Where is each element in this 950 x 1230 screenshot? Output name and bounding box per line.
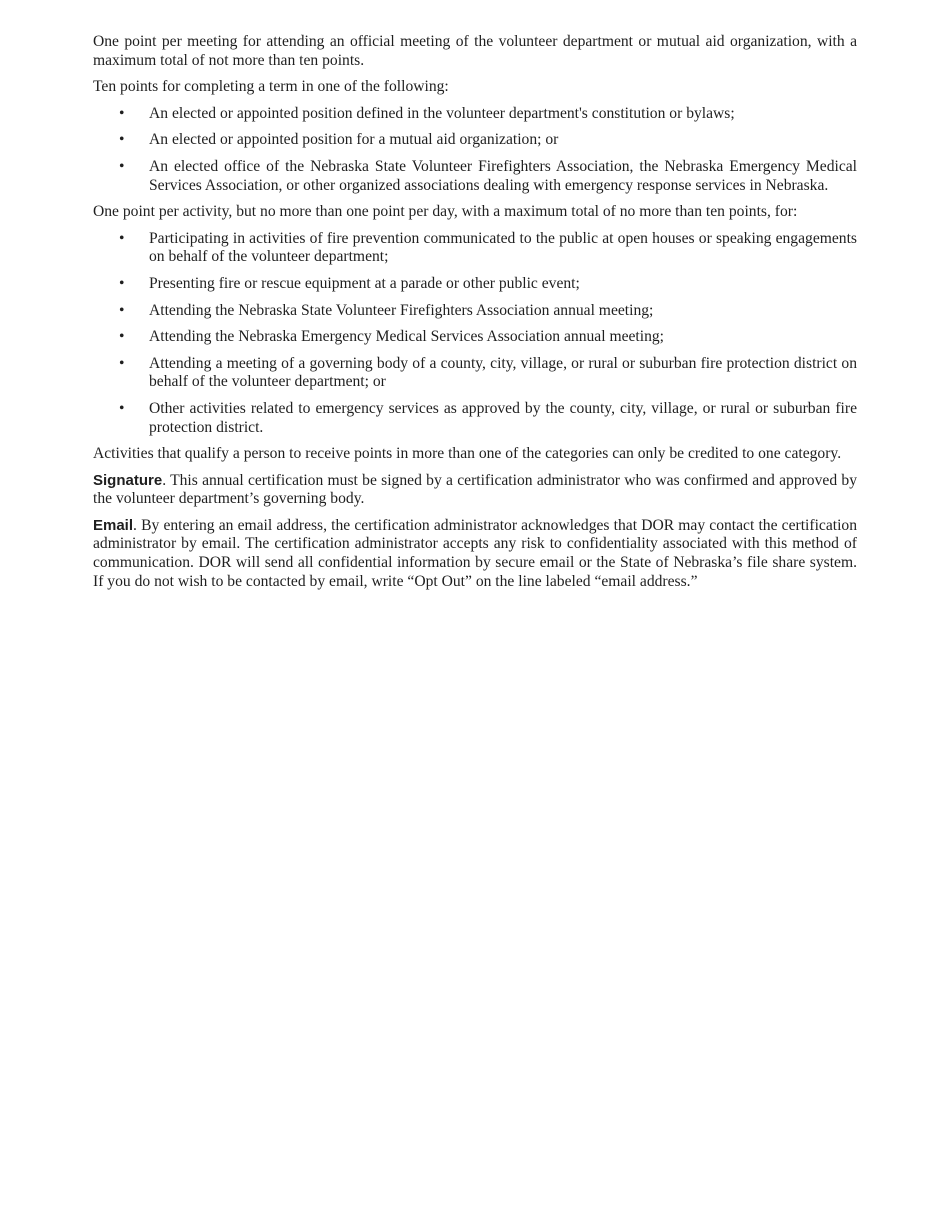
list-item [93,302,857,321]
list-item [93,131,857,150]
list-item [93,275,857,294]
instructions-page [93,33,857,599]
email-text: . By entering an email address, the certification administrator acknowledges that DOR may contact the certification administrator by email. The certification administrator accepts any risk to confidentiality associated with this method of communication. DOR will send all confidential information by secure email or the State of Nebraska’s file share system. If you do not wish to be contacted by email, write “Opt Out” on the line labeled “email address.” [93,516,857,590]
activities-list [93,230,857,437]
bullet-icon: • [119,399,125,417]
term-points-intro: Ten points for completing a term in one of the following: [93,78,449,96]
list-item [93,158,857,195]
list-item-text: Attending the Nebraska Emergency Medical Services Association annual meeting; [149,328,665,346]
bullet-icon: • [119,157,125,175]
list-item-text: Presenting fire or rescue equipment at a parade or other public event; [149,274,580,292]
meeting-points-paragraph: One point per meeting for attending an official meeting of the volunteer department or mutual aid organization, with a maximum total of not more than ten points. [93,33,857,69]
bullet-icon: • [119,354,125,372]
activity-points-intro: One point per activity, but no more than one point per day, with a maximum total of no more than ten points, for: [93,203,798,221]
category-note-paragraph: Activities that qualify a person to receive points in more than one of the categories can only be credited to one category. [93,445,842,463]
bullet-icon: • [119,104,125,122]
list-item-text: Other activities related to emergency services as approved by the county, city, village, or rural or suburban fire protection district. [149,399,857,436]
term-positions-list [93,105,857,195]
bullet-icon: • [119,229,125,247]
list-item-text: An elected or appointed position defined in the volunteer department's constitution or bylaws; [149,104,735,122]
list-item [93,355,857,392]
list-item-text: An elected office of the Nebraska State Volunteer Firefighters Association, the Nebraska Emergency Medical Services Association, or other organized associations dealing with emergency response services in Nebraska. [149,157,857,194]
email-heading: Email [93,516,134,534]
signature-text: . This annual certification must be signed by a certification administrator who was confirmed and approved by the volunteer department’s governing body. [93,471,857,508]
list-item [93,328,857,347]
list-item-text: Participating in activities of fire prevention communicated to the public at open houses or speaking engagements on behalf of the volunteer department; [149,229,857,266]
bullet-icon: • [119,274,125,292]
list-item [93,400,857,437]
bullet-icon: • [119,328,125,346]
signature-paragraph [93,472,857,509]
list-item-text: Attending the Nebraska State Volunteer Firefighters Association annual meeting; [149,301,654,319]
bullet-icon: • [119,131,125,149]
list-item-text: An elected or appointed position for a mutual aid organization; or [149,131,559,149]
signature-heading: Signature [93,471,163,489]
list-item [93,230,857,267]
list-item-text: Attending a meeting of a governing body of a county, city, village, or rural or suburban fire protection district on behalf of the volunteer department; or [149,354,857,391]
list-item [93,105,857,124]
email-paragraph [93,517,857,591]
bullet-icon: • [119,301,125,319]
